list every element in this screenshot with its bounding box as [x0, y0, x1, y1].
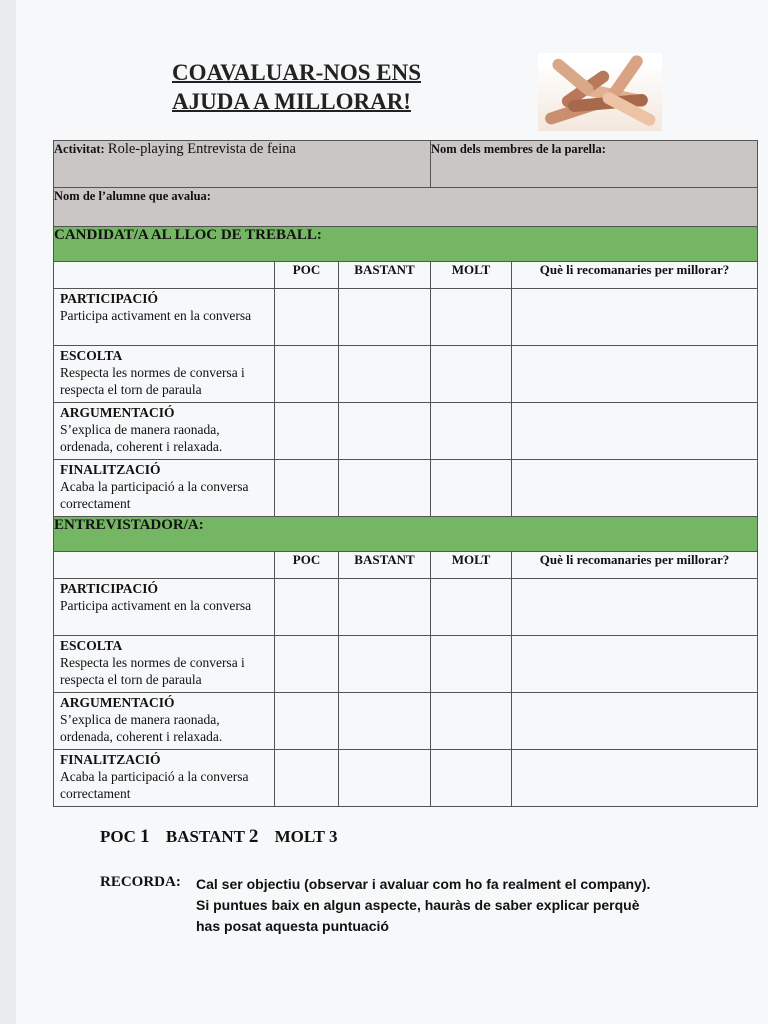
evaluator-name-field[interactable] [54, 188, 758, 227]
score-poc-cell[interactable] [275, 289, 339, 346]
criterion-row [54, 636, 758, 693]
criterion-cell [54, 460, 275, 517]
reminder-label: RECORDA: [100, 874, 181, 890]
criterion-cell [54, 693, 275, 750]
legend-bastant-label: BASTANT [165, 827, 245, 846]
score-molt-cell[interactable] [431, 750, 512, 807]
score-molt-cell[interactable] [431, 460, 512, 517]
criterion-description: Participa activament en la conversa [60, 598, 252, 613]
score-legend [100, 826, 337, 848]
criterion-description: S’explica de manera raonada, ordenada, coherent i relaxada. [60, 712, 223, 744]
score-bastant-cell[interactable] [339, 579, 431, 636]
score-bastant-cell[interactable] [339, 289, 431, 346]
criterion-cell [54, 346, 275, 403]
column-header-blank [54, 552, 275, 579]
criterion-name: ESCOLTA [60, 348, 123, 363]
criterion-name: PARTICIPACIÓ [60, 581, 159, 596]
criterion-name: ARGUMENTACIÓ [60, 695, 175, 710]
score-bastant-cell[interactable] [339, 636, 431, 693]
activity-label: Activitat: [54, 142, 105, 156]
score-molt-cell[interactable] [431, 403, 512, 460]
criterion-description: Acaba la participació a la conversa correctament [60, 769, 249, 801]
criterion-row [54, 403, 758, 460]
criterion-row [54, 346, 758, 403]
evaluator-name-label: Nom de l’alumne que avalua: [54, 189, 211, 203]
criterion-cell [54, 579, 275, 636]
legend-poc-label: POC [100, 827, 136, 846]
hands-together-photo-icon [538, 53, 662, 131]
criterion-cell [54, 636, 275, 693]
score-bastant-cell[interactable] [339, 403, 431, 460]
score-bastant-cell[interactable] [339, 346, 431, 403]
section-heading: ENTREVISTADOR/A: [54, 517, 758, 552]
activity-value: Role-playing Entrevista de feina [107, 141, 296, 157]
activity-field[interactable] [54, 141, 431, 188]
page-title [172, 58, 502, 116]
title-line-2: AJUDA A MILLORAR! [172, 89, 411, 114]
legend-poc-value: 1 [140, 826, 150, 847]
recommendation-cell[interactable] [512, 460, 758, 517]
column-header-poc: POC [275, 262, 339, 289]
criterion-row [54, 460, 758, 517]
criterion-name: ESCOLTA [60, 638, 123, 653]
score-poc-cell[interactable] [275, 460, 339, 517]
legend-molt-label: MOLT [274, 827, 325, 846]
score-poc-cell[interactable] [275, 579, 339, 636]
score-poc-cell[interactable] [275, 693, 339, 750]
score-bastant-cell[interactable] [339, 460, 431, 517]
recommendation-cell[interactable] [512, 693, 758, 750]
criterion-name: ARGUMENTACIÓ [60, 405, 175, 420]
score-molt-cell[interactable] [431, 636, 512, 693]
score-molt-cell[interactable] [431, 289, 512, 346]
criterion-row [54, 693, 758, 750]
criterion-description: Participa activament en la conversa [60, 308, 252, 323]
reminder-line-2: Si puntues baix en algun aspecte, hauràs de saber explicar perquè [196, 897, 640, 913]
column-header-bastant: BASTANT [339, 552, 431, 579]
recommendation-cell[interactable] [512, 636, 758, 693]
score-poc-cell[interactable] [275, 403, 339, 460]
criterion-description: Acaba la participació a la conversa correctament [60, 479, 249, 511]
criterion-row [54, 750, 758, 807]
score-bastant-cell[interactable] [339, 693, 431, 750]
pair-names-field[interactable] [431, 141, 758, 188]
criterion-name: FINALITZACIÓ [60, 462, 161, 477]
legend-bastant-value: 2 [248, 826, 259, 847]
score-bastant-cell[interactable] [339, 750, 431, 807]
section-heading: CANDIDAT/A AL LLOC DE TREBALL: [54, 227, 758, 262]
column-header-molt: MOLT [431, 262, 512, 289]
recommendation-cell[interactable] [512, 289, 758, 346]
criterion-name: PARTICIPACIÓ [60, 291, 159, 306]
pair-names-label: Nom dels membres de la parella: [431, 142, 606, 156]
column-header-blank [54, 262, 275, 289]
column-header-recommend: Què li recomanaries per millorar? [512, 552, 758, 579]
score-molt-cell[interactable] [431, 346, 512, 403]
criterion-cell [54, 289, 275, 346]
criterion-row [54, 579, 758, 636]
column-header-poc: POC [275, 552, 339, 579]
reminder-text [196, 874, 716, 937]
score-molt-cell[interactable] [431, 693, 512, 750]
score-poc-cell[interactable] [275, 346, 339, 403]
criterion-description: Respecta les normes de conversa i respecta el torn de paraula [60, 365, 245, 397]
reminder-line-1: Cal ser objectiu (observar i avaluar com ho fa realment el company). [196, 876, 651, 892]
reminder-line-3: has posat aquesta puntuació [196, 918, 389, 934]
evaluation-table [53, 140, 758, 807]
legend-molt-value: 3 [328, 827, 338, 846]
recommendation-cell[interactable] [512, 579, 758, 636]
recommendation-cell[interactable] [512, 346, 758, 403]
column-header-bastant: BASTANT [339, 262, 431, 289]
title-line-1: COAVALUAR-NOS ENS [172, 60, 422, 85]
column-header-recommend: Què li recomanaries per millorar? [512, 262, 758, 289]
criterion-row [54, 289, 758, 346]
score-molt-cell[interactable] [431, 579, 512, 636]
criterion-description: S’explica de manera raonada, ordenada, coherent i relaxada. [60, 422, 223, 454]
criterion-cell [54, 750, 275, 807]
recommendation-cell[interactable] [512, 403, 758, 460]
recommendation-cell[interactable] [512, 750, 758, 807]
criterion-cell [54, 403, 275, 460]
criterion-name: FINALITZACIÓ [60, 752, 161, 767]
column-header-molt: MOLT [431, 552, 512, 579]
criterion-description: Respecta les normes de conversa i respecta el torn de paraula [60, 655, 245, 687]
score-poc-cell[interactable] [275, 750, 339, 807]
score-poc-cell[interactable] [275, 636, 339, 693]
